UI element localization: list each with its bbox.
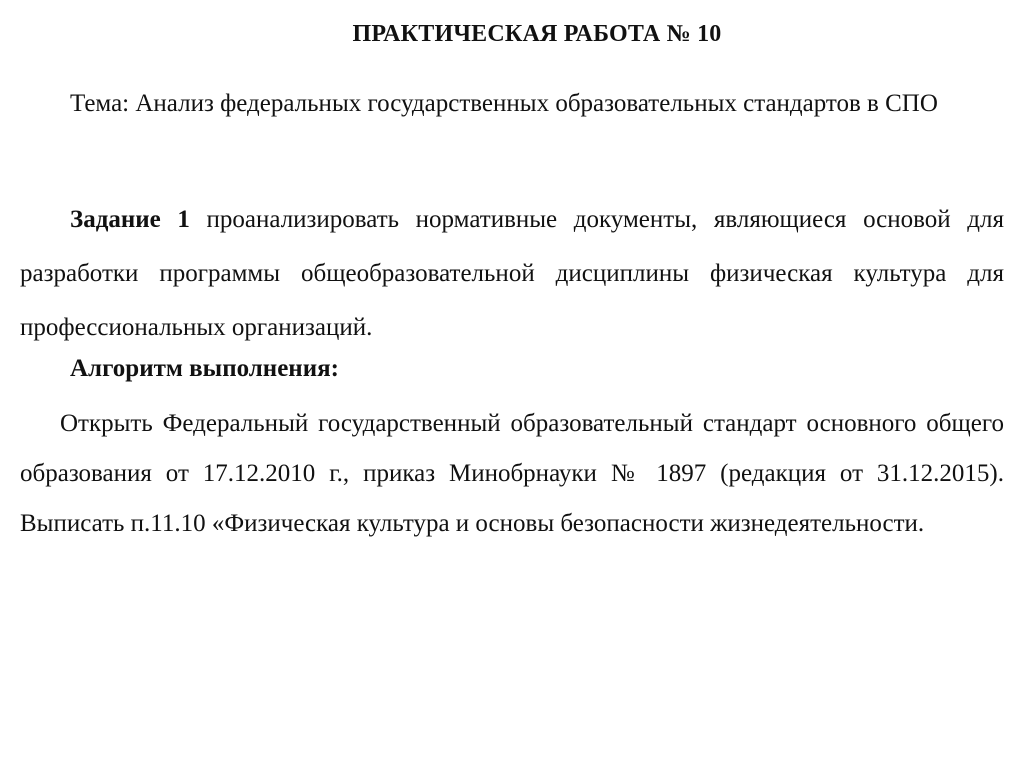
task-text: проанализировать нормативные документы, являющиеся основой для разработки программы общеобразовательной дисциплины физическая культура для профессиональных организаций. [20, 206, 1004, 341]
page-title: ПРАКТИЧЕСКАЯ РАБОТА № 10 [352, 21, 722, 47]
task-paragraph [20, 193, 1004, 355]
algorithm-heading: Алгоритм выполнения: [70, 355, 339, 382]
algorithm-paragraph: Открыть Федеральный государственный образовательный стандарт основного общего образования от 17.12.2010 г., приказ Минобрнауки № 1897 (редакция от 31.12.2015). Выписать п.11.10 «Физическая культура и основы безопасности жизнедеятельности. [20, 410, 1004, 537]
task-label: Задание 1 [70, 206, 190, 233]
topic-paragraph: Тема: Анализ федеральных государственных образовательных стандартов в СПО [70, 90, 938, 117]
